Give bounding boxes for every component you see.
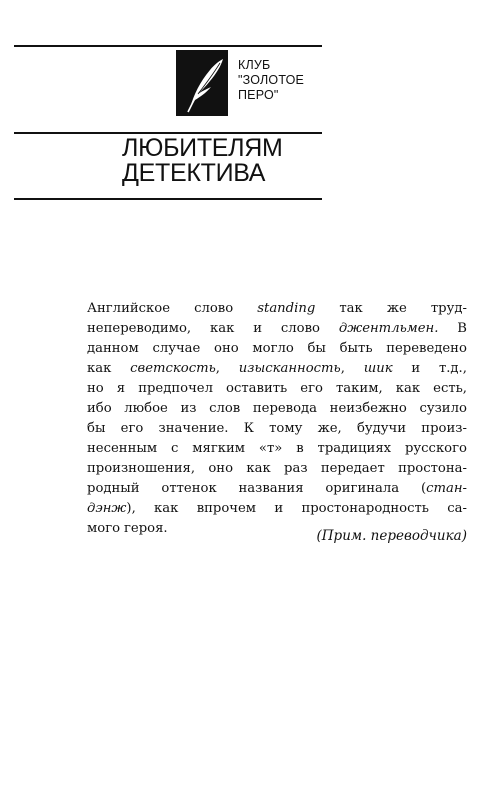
text-run: оно (208, 461, 234, 476)
text-run: передает (320, 461, 385, 476)
text-run: предпочел (138, 381, 213, 396)
text-run: «т» (258, 441, 283, 456)
top-rule (14, 45, 322, 47)
note-word (87, 519, 120, 539)
note-word (419, 399, 466, 419)
note-word (87, 459, 195, 479)
italic-term: джентльмен. (338, 321, 439, 336)
text-run: ( (420, 481, 427, 496)
note-word (210, 319, 234, 339)
note-word (87, 479, 140, 499)
text-run: как (395, 381, 421, 396)
note-word (246, 459, 270, 479)
note-word (336, 379, 383, 399)
note-word (284, 459, 308, 479)
note-line (87, 479, 467, 499)
note-line (87, 499, 467, 519)
text-run: же (386, 301, 407, 316)
note-word (87, 339, 139, 359)
note-word (87, 359, 111, 379)
text-run: перевода (252, 401, 318, 416)
note-word (87, 499, 136, 519)
text-run: как (87, 361, 112, 376)
club-line: ПЕРО" (238, 88, 279, 102)
bottom-rule (14, 198, 322, 200)
text-run: К (243, 421, 254, 436)
text-run: произ- (421, 421, 467, 436)
text-run: т.д., (438, 361, 467, 376)
note-word (274, 499, 283, 519)
note-word (161, 479, 216, 499)
feather-quill-icon (176, 50, 228, 116)
note-word (124, 519, 168, 539)
italic-term: standing (257, 301, 316, 316)
text-run: таким, (336, 381, 383, 396)
note-word (364, 359, 393, 379)
translator-note (87, 299, 467, 539)
italic-term: дэнж (87, 501, 127, 516)
note-word (405, 439, 467, 459)
note-word (301, 499, 429, 519)
note-word (340, 339, 373, 359)
note-word (321, 459, 385, 479)
note-word (253, 319, 262, 339)
text-run: несенным (87, 441, 158, 456)
text-run: тому (269, 421, 303, 436)
note-word (121, 419, 144, 439)
italic-term: шик (363, 361, 393, 376)
note-line (87, 299, 467, 319)
text-run: и (411, 361, 421, 376)
note-word (307, 339, 325, 359)
italic-term: светскость (130, 361, 216, 376)
text-run: В (457, 321, 467, 336)
note-word (269, 419, 302, 439)
note-line (87, 339, 467, 359)
note-word (330, 399, 407, 419)
text-run: могло (252, 341, 294, 356)
note-word (87, 419, 105, 439)
note-line (87, 419, 467, 439)
text-run: впрочем (196, 501, 257, 516)
text-run: родный (87, 481, 140, 496)
text-run: переведено (386, 341, 467, 356)
note-word (239, 479, 304, 499)
note-word (214, 339, 239, 359)
note-word (396, 379, 420, 399)
series-title-line: ЛЮБИТЕЛЯМ (122, 134, 283, 162)
note-word (357, 419, 406, 439)
text-run: , (340, 361, 345, 376)
text-run: Английское (87, 301, 171, 316)
text-run: я (116, 381, 126, 396)
note-line (87, 399, 467, 419)
text-run: из (180, 401, 197, 416)
text-run: названия (238, 481, 304, 496)
series-title-line: ДЕТЕКТИВА (122, 159, 266, 187)
note-word (325, 479, 399, 499)
note-word (154, 499, 178, 519)
italic-term: изысканность (238, 361, 341, 376)
note-word (318, 439, 392, 459)
note-line (87, 359, 467, 379)
text-run: труд- (430, 301, 467, 316)
note-attribution: (Прим. переводчика) (316, 528, 467, 544)
note-word (421, 479, 467, 499)
note-word (117, 379, 125, 399)
text-run: простонародность (301, 501, 429, 516)
note-line (87, 439, 467, 459)
note-word (87, 319, 191, 339)
text-run: оттенок (161, 481, 217, 496)
note-word (226, 379, 287, 399)
note-word (209, 399, 240, 419)
text-run: мого (87, 521, 121, 536)
text-run: героя. (124, 521, 168, 536)
note-word (339, 299, 362, 319)
note-word (87, 439, 157, 459)
text-run: значение. (158, 421, 229, 436)
text-run: бы (87, 421, 106, 436)
note-word (194, 299, 233, 319)
text-run: традициях (317, 441, 392, 456)
text-run: , (215, 361, 220, 376)
text-run: мягким (192, 441, 246, 456)
note-word (318, 419, 342, 439)
note-line (87, 379, 467, 399)
text-run: слово (280, 321, 320, 336)
text-run: и (253, 321, 263, 336)
text-run: данном (87, 341, 139, 356)
note-word (180, 399, 196, 419)
text-run: как (246, 461, 271, 476)
note-word (239, 359, 345, 379)
text-run: как (154, 501, 179, 516)
series-title (122, 136, 283, 186)
note-word (259, 439, 282, 459)
note-line (87, 319, 467, 339)
italic-term: стан- (426, 481, 467, 496)
text-run: оставить (226, 381, 288, 396)
text-run: простона- (398, 461, 467, 476)
note-word (387, 299, 407, 319)
text-run: са- (447, 501, 467, 516)
text-run: ), (126, 501, 136, 516)
text-run: непереводимо, (87, 321, 192, 336)
note-word (257, 299, 315, 319)
note-word (431, 299, 467, 319)
text-run: сузило (419, 401, 467, 416)
text-run: так (339, 301, 363, 316)
note-word (447, 499, 467, 519)
note-word (300, 379, 323, 399)
text-run: раз (284, 461, 308, 476)
note-word (386, 339, 467, 359)
note-word (87, 299, 170, 319)
text-run: русского (404, 441, 467, 456)
text-run: его (120, 421, 144, 436)
note-line (87, 459, 467, 479)
text-run: есть, (433, 381, 467, 396)
note-word (192, 439, 245, 459)
note-word (457, 319, 467, 339)
text-run: его (300, 381, 323, 396)
note-word (433, 379, 467, 399)
note-word (439, 359, 467, 379)
note-word (411, 359, 420, 379)
note-word (339, 319, 439, 339)
text-run: будучи (356, 421, 407, 436)
text-run: как (209, 321, 235, 336)
club-label (238, 58, 304, 103)
note-word (87, 399, 112, 419)
note-word (398, 459, 467, 479)
text-run: произношения, (87, 461, 196, 476)
note-word (208, 459, 233, 479)
note-word (296, 439, 303, 459)
note-word (130, 359, 220, 379)
note-word (171, 439, 178, 459)
note-word (197, 499, 256, 519)
note-word (87, 379, 104, 399)
text-run: но (87, 381, 104, 396)
note-word (124, 399, 168, 419)
note-word (252, 339, 293, 359)
text-run: быть (339, 341, 373, 356)
text-run: бы (307, 341, 326, 356)
text-run: случае (152, 341, 201, 356)
text-run: неизбежно (329, 401, 407, 416)
text-run: же, (317, 421, 342, 436)
note-word (152, 339, 200, 359)
text-run: оно (214, 341, 239, 356)
text-run: слов (209, 401, 241, 416)
note-word (421, 419, 467, 439)
note-word (253, 399, 317, 419)
note-word (281, 319, 320, 339)
text-run: оригинала (325, 481, 400, 496)
text-run: с (171, 441, 179, 456)
club-line: "ЗОЛОТОЕ (238, 73, 305, 87)
text-run: в (296, 441, 304, 456)
note-word (138, 379, 213, 399)
note-word (244, 419, 254, 439)
note-word (159, 419, 229, 439)
club-line: КЛУБ (238, 58, 271, 72)
text-run: слово (194, 301, 234, 316)
text-run: и (274, 501, 284, 516)
text-run: любое (124, 401, 168, 416)
text-run: ибо (87, 401, 112, 416)
